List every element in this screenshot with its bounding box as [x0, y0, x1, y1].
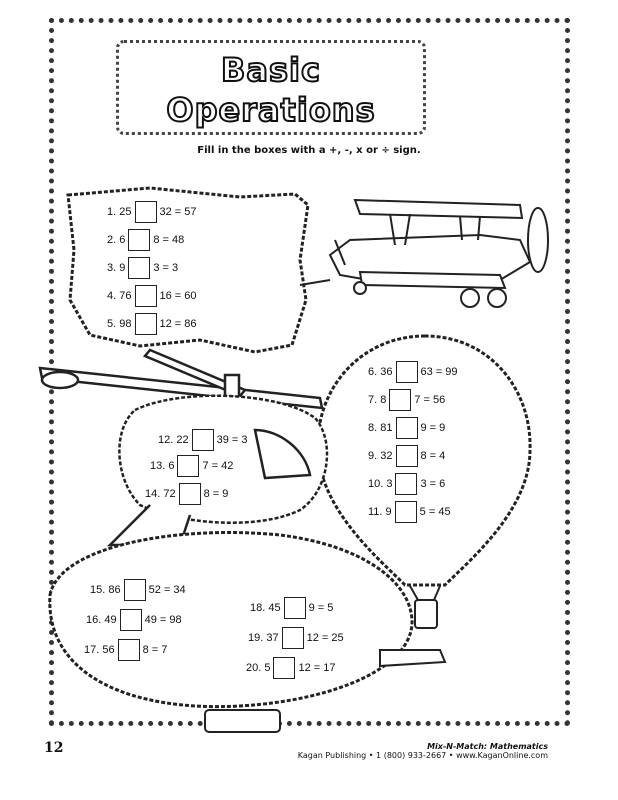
problem-number: 16.: [86, 614, 102, 626]
problem-row: [90, 578, 186, 602]
problem-number: 19.: [248, 632, 264, 644]
operand-b: 12 = 17: [298, 662, 336, 674]
problem-row: [107, 200, 197, 224]
problem-row: [250, 596, 333, 620]
instructions: Fill in the boxes with a +, -, x or ÷ sign.: [197, 145, 421, 156]
operand-a: 49: [104, 614, 117, 626]
problem-number: 2.: [107, 234, 117, 246]
answer-box[interactable]: [177, 455, 199, 477]
publisher-info: Kagan Publishing • 1 (800) 933-2667 • www.KaganOnline.com: [297, 751, 548, 760]
operand-b: 3 = 3: [153, 262, 179, 274]
operand-a: 45: [268, 602, 281, 614]
answer-box[interactable]: [282, 627, 304, 649]
problem-number: 8.: [368, 422, 378, 434]
operand-a: 3: [386, 478, 393, 490]
problem-row: [84, 638, 167, 662]
operand-b: 9 = 9: [420, 422, 446, 434]
problem-row: [368, 388, 445, 412]
problem-number: 20.: [246, 662, 262, 674]
problem-number: 1.: [107, 206, 117, 218]
operand-b: 52 = 34: [148, 584, 186, 596]
operand-b: 8 = 7: [142, 644, 168, 656]
problem-row: [107, 256, 178, 280]
answer-box[interactable]: [118, 639, 140, 661]
problem-row: [158, 428, 248, 452]
problem-row: [246, 656, 336, 680]
operand-a: 98: [119, 318, 132, 330]
problem-row: [248, 626, 344, 650]
problem-number: 10.: [368, 478, 384, 490]
problem-row: [368, 416, 445, 440]
answer-box[interactable]: [179, 483, 201, 505]
answer-box[interactable]: [395, 473, 417, 495]
book-title: Mix-N-Match: Mathematics: [427, 742, 548, 751]
problem-row: [107, 228, 184, 252]
answer-box[interactable]: [389, 389, 411, 411]
operand-b: 3 = 6: [420, 478, 446, 490]
operand-a: 37: [266, 632, 279, 644]
operand-a: 32: [380, 450, 393, 462]
page-number: 12: [44, 740, 64, 756]
operand-a: 36: [380, 366, 393, 378]
operand-b: 16 = 60: [159, 290, 197, 302]
problem-number: 14.: [145, 488, 161, 500]
operand-a: 9: [119, 262, 126, 274]
problem-number: 3.: [107, 262, 117, 274]
answer-box[interactable]: [395, 501, 417, 523]
problem-number: 18.: [250, 602, 266, 614]
problem-row: [368, 500, 451, 524]
problem-row: [107, 312, 197, 336]
operand-b: 63 = 99: [420, 366, 458, 378]
operand-a: 6: [168, 460, 175, 472]
answer-box[interactable]: [396, 445, 418, 467]
problem-number: 5.: [107, 318, 117, 330]
footer-credits: [298, 742, 548, 760]
problem-row: [368, 444, 445, 468]
operand-b: 39 = 3: [216, 434, 248, 446]
operand-a: 56: [102, 644, 115, 656]
answer-box[interactable]: [135, 201, 157, 223]
problem-number: 9.: [368, 450, 378, 462]
answer-box[interactable]: [284, 597, 306, 619]
answer-box[interactable]: [135, 313, 157, 335]
operand-b: 7 = 42: [202, 460, 234, 472]
operand-b: 12 = 25: [306, 632, 344, 644]
problem-number: 13.: [150, 460, 166, 472]
operand-a: 76: [119, 290, 132, 302]
problem-number: 4.: [107, 290, 117, 302]
page-title-line-2: Operations: [166, 91, 376, 129]
answer-box[interactable]: [128, 257, 150, 279]
operand-b: 8 = 9: [203, 488, 229, 500]
operand-a: 81: [380, 422, 393, 434]
problem-number: 15.: [90, 584, 106, 596]
operand-a: 6: [119, 234, 126, 246]
operand-b: 32 = 57: [159, 206, 197, 218]
problem-number: 6.: [368, 366, 378, 378]
operand-a: 8: [380, 394, 387, 406]
operand-b: 12 = 86: [159, 318, 197, 330]
operand-b: 8 = 48: [153, 234, 185, 246]
operand-b: 9 = 5: [308, 602, 334, 614]
problem-number: 17.: [84, 644, 100, 656]
answer-box[interactable]: [192, 429, 214, 451]
operand-a: 25: [119, 206, 132, 218]
answer-box[interactable]: [396, 417, 418, 439]
answer-box[interactable]: [120, 609, 142, 631]
airplane-drawing: [330, 200, 548, 307]
problem-row: [368, 360, 458, 384]
operand-b: 49 = 98: [144, 614, 182, 626]
operand-a: 72: [163, 488, 176, 500]
operand-a: 22: [176, 434, 189, 446]
problem-row: [368, 472, 445, 496]
title-box: [116, 40, 426, 135]
operand-a: 9: [385, 506, 392, 518]
operand-b: 5 = 45: [419, 506, 451, 518]
problem-number: 11.: [368, 506, 383, 518]
operand-a: 86: [108, 584, 121, 596]
answer-box[interactable]: [396, 361, 418, 383]
problem-number: 7.: [368, 394, 378, 406]
operand-a: 5: [264, 662, 271, 674]
answer-box[interactable]: [273, 657, 295, 679]
operand-b: 8 = 4: [420, 450, 446, 462]
problem-row: [145, 482, 228, 506]
answer-box[interactable]: [124, 579, 146, 601]
problem-row: [150, 454, 233, 478]
page-title-line-1: Basic: [221, 51, 321, 89]
answer-box[interactable]: [128, 229, 150, 251]
answer-box[interactable]: [135, 285, 157, 307]
problem-row: [86, 608, 182, 632]
problem-row: [107, 284, 197, 308]
problem-number: 12.: [158, 434, 174, 446]
operand-b: 7 = 56: [414, 394, 446, 406]
